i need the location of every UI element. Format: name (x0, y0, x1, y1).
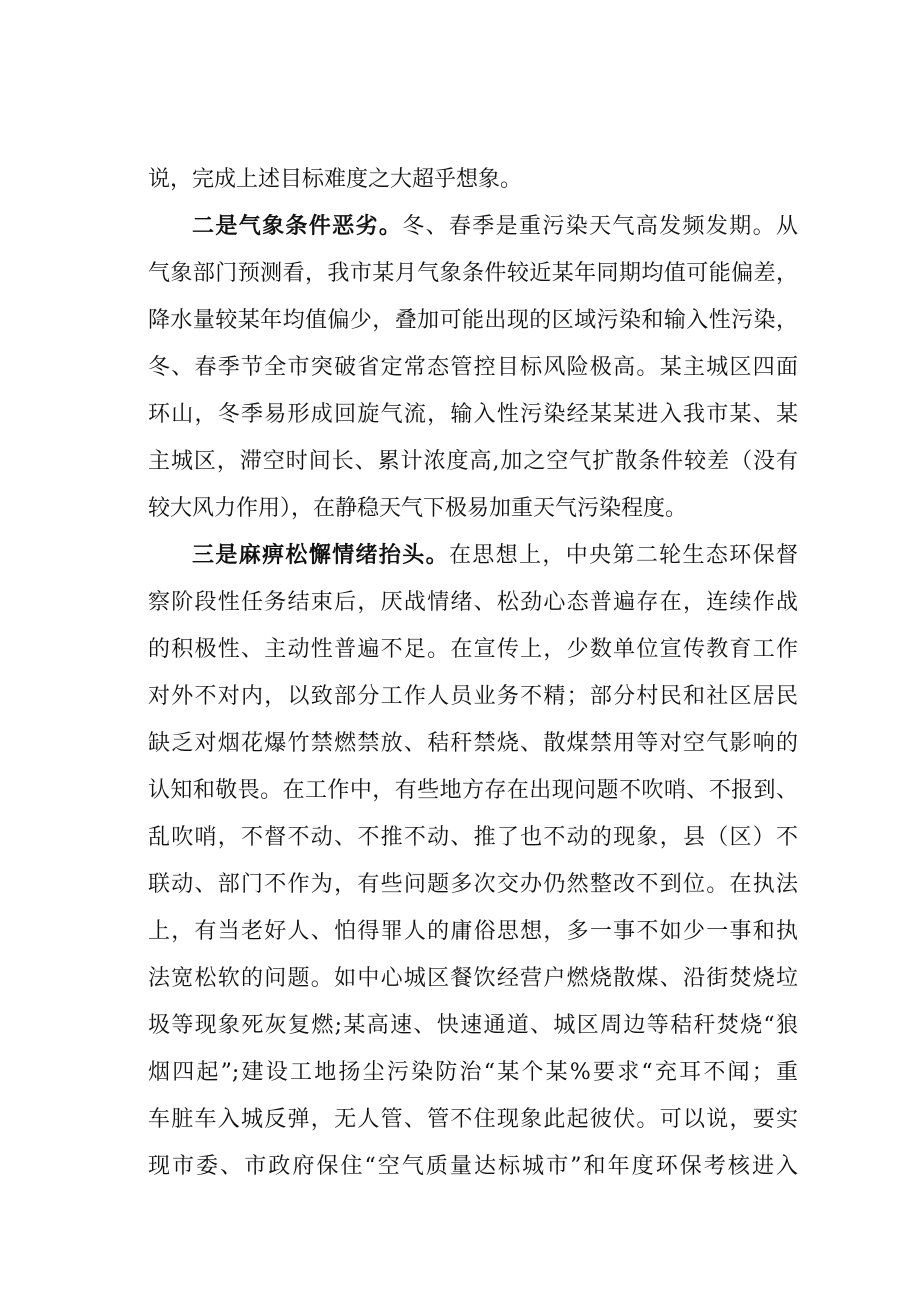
text-line-1: 说，完成上述目标难度之大超乎想象。 (148, 167, 523, 192)
text-line-14: 认知和敬畏。在工作中，有些地方存在出现问题不吹哨、不报到、 (148, 778, 798, 803)
text-line-8: 较大风力作用），在静稳天气下极易加重天气污染程度。 (148, 496, 688, 521)
text-line-19: 圾等现象死灰复燃;某高速、快速通道、城区周边等秸秆焚烧“狼 (148, 1013, 798, 1038)
text-line-9: 在思想上，中央第二轮生态环保督 (448, 543, 798, 568)
text-line-7: 主城区，滞空时间长、累计浓度高,加之空气扩散条件较差（没有 (148, 449, 798, 474)
text-line-21: 车脏车入城反弹，无人管、管不住现象此起彼伏。可以说，要实 (148, 1107, 798, 1132)
text-line-15: 乱吹哨，不督不动、不推不动、推了也不动的现象，县（区）不 (148, 825, 798, 850)
paragraph-slack-first-line (192, 541, 798, 571)
text-line-6: 环山，冬季易形成回旋气流，输入性污染经某某进入我市某、某 (148, 402, 798, 427)
text-line-12: 对外不对内，以致部分工作人员业务不精；部分村民和社区居民 (148, 684, 798, 709)
text-line-4: 降水量较某年均值偏少，叠加可能出现的区域污染和输入性污染， (148, 308, 798, 333)
text-line-22: 现市委、市政府保住“空气质量达标城市”和年度环保考核进入 (148, 1154, 798, 1179)
text-line-13: 缺乏对烟花爆竹禁燃禁放、秸秆禁烧、散煤禁用等对空气影响的 (148, 731, 798, 756)
text-line-10: 察阶段性任务结束后，厌战情绪、松劲心态普遍存在，连续作战 (148, 590, 798, 615)
text-line-3: 气象部门预测看，我市某月气象条件较近某年同期均值可能偏差， (148, 261, 798, 286)
paragraph-weather-first-line (192, 212, 798, 242)
text-line-18: 法宽松软的问题。如中心城区餐饮经营户燃烧散煤、沿街焚烧垃 (148, 966, 798, 991)
text-line-5: 冬、春季节全市突破省定常态管控目标风险极高。某主城区四面 (148, 355, 798, 380)
heading-weather: 二是气象条件恶劣。 (192, 214, 403, 239)
heading-slack: 三是麻痹松懈情绪抬头。 (192, 543, 449, 568)
text-line-11: 的积极性、主动性普遍不足。在宣传上，少数单位宣传教育工作 (148, 637, 798, 662)
text-line-17: 上，有当老好人、怕得罪人的庸俗思想，多一事不如少一事和执 (148, 919, 798, 944)
text-line-16: 联动、部门不作为，有些问题多次交办仍然整改不到位。在执法 (148, 872, 798, 897)
text-line-20: 烟四起”;建设工地扬尘污染防治“某个某%要求“充耳不闻；重 (148, 1060, 798, 1085)
text-line-2: 冬、春季是重污染天气高发频发期。从 (402, 214, 798, 239)
